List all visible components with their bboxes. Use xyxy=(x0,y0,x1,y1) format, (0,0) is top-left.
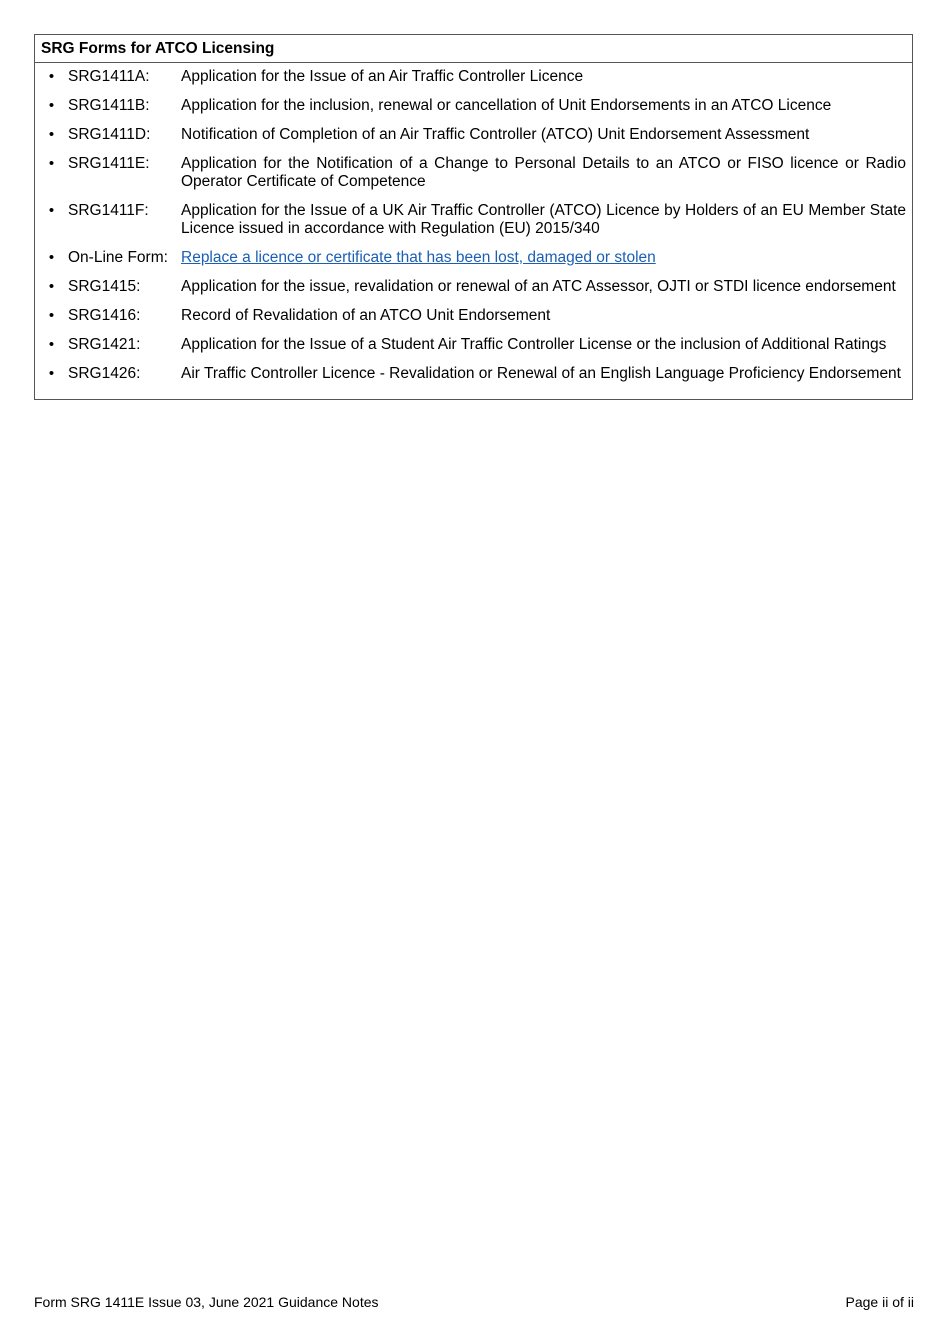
bullet-icon: • xyxy=(48,278,55,295)
list-item xyxy=(35,364,912,393)
form-description: Application for the issue, revalidation or renewal of an ATC Assessor, OJTI or STDI licence endorsement xyxy=(181,278,896,295)
list-item xyxy=(35,125,912,154)
list-item xyxy=(35,201,912,248)
list-item xyxy=(35,306,912,335)
form-code: SRG1411B: xyxy=(68,97,150,114)
table-title: SRG Forms for ATCO Licensing xyxy=(35,35,912,63)
form-description: Application for the inclusion, renewal or cancellation of Unit Endorsements in an ATCO Licence xyxy=(181,97,832,114)
form-code: SRG1426: xyxy=(68,365,141,382)
bullet-icon: • xyxy=(48,155,55,172)
form-code: SRG1411E: xyxy=(68,155,150,172)
list-item xyxy=(35,248,912,277)
form-code: SRG1411F: xyxy=(68,202,149,219)
form-code: SRG1411A: xyxy=(68,68,150,85)
form-description: Application for the Issue of a UK Air Traffic Controller (ATCO) Licence by Holders of an EU Member State Licence issued in accordance with Regulation (EU) 2015/340 xyxy=(181,202,906,237)
form-description: Application for the Issue of an Air Traffic Controller Licence xyxy=(181,68,584,85)
forms-list xyxy=(35,63,912,399)
list-item xyxy=(35,96,912,125)
list-item xyxy=(35,67,912,96)
bullet-icon: • xyxy=(48,307,55,324)
form-code: SRG1411D: xyxy=(68,126,151,143)
bullet-icon: • xyxy=(48,249,55,266)
form-code: On-Line Form: xyxy=(68,249,168,266)
list-item xyxy=(35,277,912,306)
form-description: Air Traffic Controller Licence - Revalidation or Renewal of an English Language Proficiency Endorsement xyxy=(181,365,901,382)
footer-form-reference: Form SRG 1411E Issue 03, June 2021 Guidance Notes xyxy=(34,1294,379,1310)
form-code: SRG1416: xyxy=(68,307,141,324)
form-code: SRG1415: xyxy=(68,278,141,295)
form-description: Record of Revalidation of an ATCO Unit Endorsement xyxy=(181,307,551,324)
list-item xyxy=(35,154,912,201)
form-description: Application for the Notification of a Change to Personal Details to an ATCO or FISO licence or Radio Operator Certificate of Competence xyxy=(181,155,906,190)
footer-page-number: Page ii of ii xyxy=(845,1294,914,1310)
srg-forms-table xyxy=(34,34,913,400)
bullet-icon: • xyxy=(48,126,55,143)
bullet-icon: • xyxy=(48,97,55,114)
bullet-icon: • xyxy=(48,365,55,382)
list-item xyxy=(35,335,912,364)
bullet-icon: • xyxy=(48,202,55,219)
form-description-link-cell xyxy=(181,249,912,267)
bullet-icon: • xyxy=(48,336,55,353)
form-description: Application for the Issue of a Student Air Traffic Controller License or the inclusion of Additional Ratings xyxy=(181,336,887,353)
bullet-icon: • xyxy=(48,68,55,85)
replace-licence-link[interactable]: Replace a licence or certificate that has been lost, damaged or stolen xyxy=(181,249,656,266)
form-code: SRG1421: xyxy=(68,336,141,353)
form-description: Notification of Completion of an Air Traffic Controller (ATCO) Unit Endorsement Assessment xyxy=(181,126,810,143)
